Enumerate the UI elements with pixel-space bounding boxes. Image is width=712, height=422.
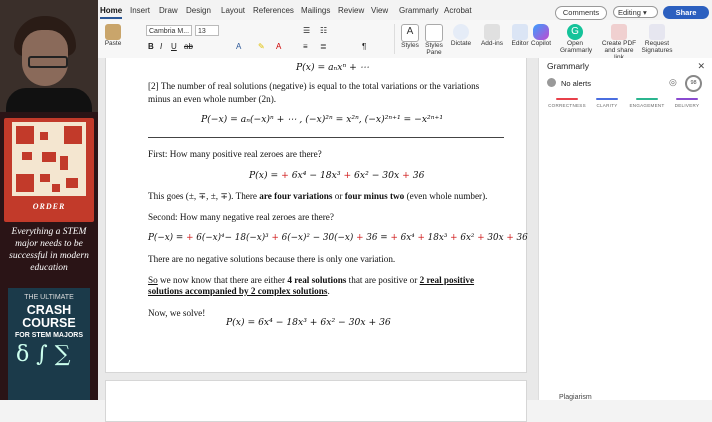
category-clarity[interactable]: CLARITY xyxy=(596,103,618,108)
editor-label: Editor xyxy=(511,40,529,47)
tab-references[interactable]: References xyxy=(253,6,294,15)
delivery-bar xyxy=(676,98,698,100)
text-color-icon[interactable]: A xyxy=(276,42,282,51)
question-negative: Second: How many negative real zeroes are there? xyxy=(148,212,334,222)
category-engagement[interactable]: ENGAGEMENT xyxy=(629,103,665,108)
numbering-icon[interactable]: ☷ xyxy=(320,26,328,35)
equation-rule2: P(−x) = aₙ(−x)ⁿ + ⋯ , (−x)²ⁿ = x²ⁿ, (−x)²ⁿ⁺¹ = −x²ⁿ⁺¹ xyxy=(201,114,443,125)
document-page[interactable] xyxy=(105,58,527,373)
add-ins-icon xyxy=(484,24,500,40)
book-top-text: THE ULTIMATE xyxy=(24,294,74,301)
styles-button[interactable] xyxy=(398,24,422,49)
now-solve-text: Now, we solve! xyxy=(148,308,206,318)
tab-layout[interactable]: Layout xyxy=(221,6,246,15)
tab-home[interactable]: Home xyxy=(100,6,123,15)
close-icon[interactable]: ✕ xyxy=(697,61,705,71)
microphone-icon xyxy=(453,24,469,40)
tab-draw[interactable]: Draw xyxy=(159,6,178,15)
variations-text: This goes (±, ∓, ±, ∓). There are four variations or four minus two (even whole number). xyxy=(148,191,488,201)
book-subtitle: FOR STEM MAJORS xyxy=(14,332,84,339)
align-center-icon[interactable]: ≣ xyxy=(320,42,327,51)
horizontal-rule xyxy=(148,137,504,138)
conclusion-line1: So we now know that there are either 4 real solutions that are positive or 2 real positive xyxy=(148,275,475,285)
performance-score[interactable]: 98 xyxy=(685,75,702,92)
goals-target-icon[interactable]: ◎ xyxy=(669,77,677,87)
editor-button[interactable] xyxy=(510,24,530,47)
category-delivery[interactable]: DELIVERY xyxy=(674,103,700,108)
pdf-icon xyxy=(611,24,627,40)
tab-mailings[interactable]: Mailings xyxy=(301,6,331,15)
tab-view[interactable]: View xyxy=(371,6,389,15)
styles-pane-button[interactable] xyxy=(422,24,446,56)
editing-button[interactable]: Editing ▾ xyxy=(613,6,658,18)
create-pdf-button[interactable] xyxy=(601,24,637,61)
correctness-bar xyxy=(556,98,578,100)
font-name-select[interactable]: Cambria M... xyxy=(146,25,192,36)
tab-grammarly[interactable]: Grammarly xyxy=(399,6,439,15)
paste-icon xyxy=(105,24,121,40)
font-size-select[interactable]: 13 xyxy=(195,25,219,36)
request-signatures-label: Request Signatures xyxy=(641,40,673,54)
grammarly-panel xyxy=(538,58,712,400)
copilot-label: Copilot xyxy=(530,40,552,47)
equation-final: P(x) = 6x⁴ − 18x³ + 6x² − 30x + 36 xyxy=(226,317,391,328)
question-positive: First: How many positive real zeroes are there? xyxy=(148,149,322,159)
book-math-symbols: δ ∫ ∑ xyxy=(16,342,71,367)
grammarly-icon: G xyxy=(567,24,583,40)
equation-general: P(x) = aₙxⁿ + ⋯ xyxy=(296,62,369,73)
ribbon-tab-bar xyxy=(98,0,712,20)
open-grammarly-button[interactable] xyxy=(560,24,593,54)
order-label: ORDER xyxy=(32,202,66,211)
stem-tagline: Everything a STEM major needs to be successful in modern education xyxy=(9,227,89,273)
no-alerts-label: No alerts xyxy=(561,79,592,88)
rule2-line2: minus an even whole number (2n). xyxy=(148,94,277,104)
dictate-label: Dictate xyxy=(450,40,472,47)
share-label: Share xyxy=(675,8,697,17)
styles-pane-icon xyxy=(425,24,443,42)
bold-button[interactable]: B xyxy=(148,42,154,51)
add-ins-label: Add-ins xyxy=(480,40,504,47)
italic-button[interactable]: I xyxy=(160,42,163,51)
copilot-button[interactable] xyxy=(530,24,552,47)
equation-positive: P(x) = + 6x⁴ − 18x³ + 6x² − 30x + 36 xyxy=(249,170,425,181)
share-button[interactable] xyxy=(663,6,709,19)
webcam-feed xyxy=(0,0,98,112)
left-sidebar-overlay xyxy=(0,0,98,400)
create-pdf-label: Create PDF and share xyxy=(601,40,637,54)
underline-button[interactable]: U xyxy=(171,42,177,51)
conclusion-line2: solutions accompanied by 2 complex solutions. xyxy=(148,286,330,296)
rule2-line1: [2] The number of real solutions (negative) is equal to the total variations or the variations xyxy=(148,81,480,91)
comments-label: Comments xyxy=(562,8,600,17)
comments-button[interactable] xyxy=(555,6,607,20)
bullets-icon[interactable]: ☰ xyxy=(303,26,311,35)
book-title: CRASH COURSE xyxy=(22,303,76,330)
plagiarism-button[interactable]: Plagiarism xyxy=(559,394,592,401)
book-cover-ad[interactable] xyxy=(8,288,90,400)
highlight-icon[interactable]: ✎ xyxy=(258,42,265,51)
category-correctness[interactable]: CORRECTNESS xyxy=(548,103,586,108)
alert-status-icon xyxy=(547,78,556,87)
copilot-icon xyxy=(533,24,549,40)
no-negative-text: There are no negative solutions because there is only one variation. xyxy=(148,254,396,264)
order-ad[interactable] xyxy=(4,118,94,222)
signature-icon xyxy=(649,24,665,40)
styles-pane-label: Styles Pane xyxy=(425,42,443,56)
document-page-2[interactable] xyxy=(105,380,527,422)
webcam-body xyxy=(6,88,92,112)
dictate-button[interactable] xyxy=(450,24,472,47)
clarity-bar xyxy=(596,98,618,100)
tab-insert[interactable]: Insert xyxy=(130,6,151,15)
qr-code-icon xyxy=(12,122,86,196)
ribbon-separator xyxy=(394,24,395,54)
styles-icon: A xyxy=(401,24,419,42)
open-grammarly-label: Open Grammarly xyxy=(560,40,593,54)
tab-design[interactable]: Design xyxy=(186,6,211,15)
paste-button[interactable] xyxy=(102,24,124,47)
document-canvas[interactable] xyxy=(98,58,538,400)
engagement-bar xyxy=(636,98,658,100)
strikethrough-button[interactable]: ab xyxy=(184,42,193,51)
equation-negative: P(−x) = + 6(−x)⁴− 18(−x)³ + 6(−x)² − 30(−x) + 36 = + 6x⁴ + 18x³ + 6x² + 30x + 36 xyxy=(148,233,528,243)
add-ins-button[interactable] xyxy=(480,24,504,47)
paste-label: Paste xyxy=(104,40,122,47)
editor-icon xyxy=(512,24,528,40)
request-signatures-button[interactable] xyxy=(640,24,674,54)
styles-label: Styles xyxy=(401,42,419,49)
tab-review[interactable]: Review xyxy=(338,6,365,15)
editing-label: Editing xyxy=(618,8,641,17)
grammarly-title: Grammarly xyxy=(547,61,590,71)
webcam-glasses xyxy=(28,56,68,68)
paragraph-mark-icon[interactable]: ¶ xyxy=(362,42,367,51)
font-color-icon[interactable]: A xyxy=(236,42,242,51)
align-left-icon[interactable]: ≡ xyxy=(303,42,308,51)
ribbon-toolbar xyxy=(98,20,712,59)
tab-acrobat[interactable]: Acrobat xyxy=(444,6,472,15)
